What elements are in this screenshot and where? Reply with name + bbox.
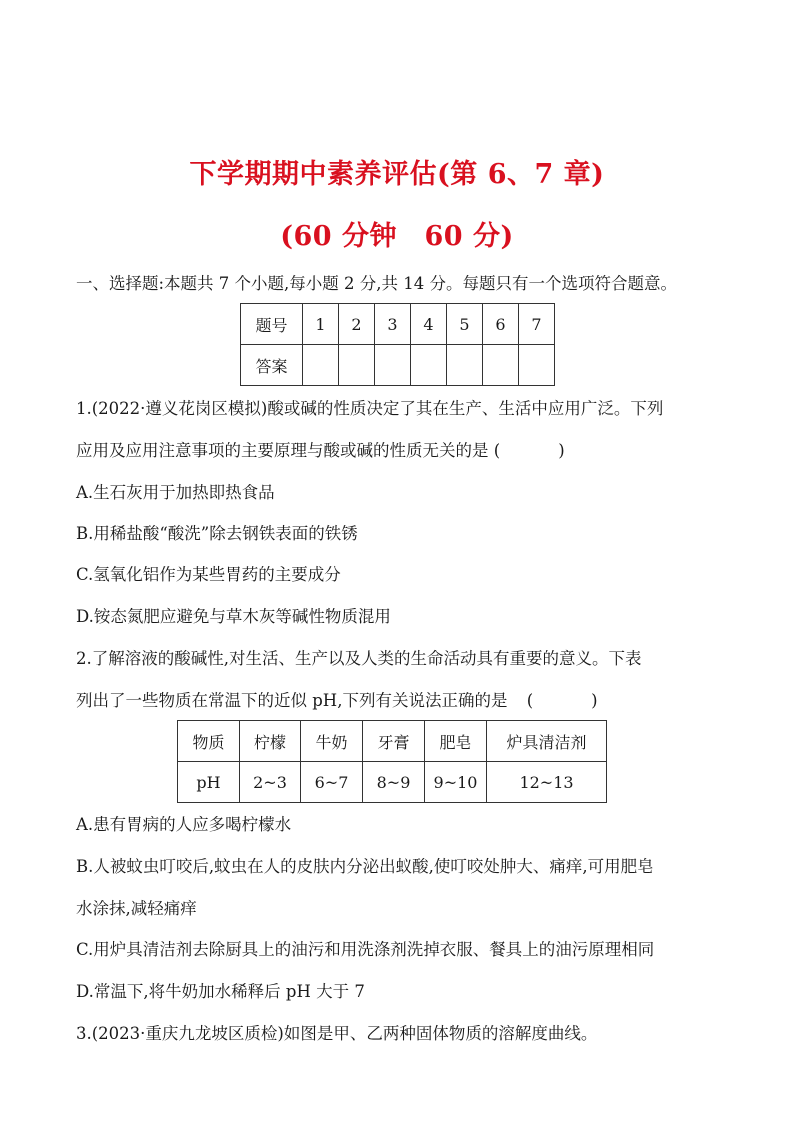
- table-row: [241, 304, 555, 345]
- table-cell: 6~7: [301, 762, 363, 803]
- answer-cell-5[interactable]: [447, 345, 483, 386]
- question-1-option-c: C.氢氧化铝作为某些胃药的主要成分: [76, 565, 341, 584]
- answer-table: [240, 303, 555, 386]
- table-cell: 6: [483, 304, 519, 345]
- table-cell: 牙膏: [363, 721, 425, 762]
- table-row: [178, 721, 607, 762]
- table-cell: 2~3: [240, 762, 301, 803]
- table-cell: 7: [519, 304, 555, 345]
- answer-cell-4[interactable]: [411, 345, 447, 386]
- table-cell: 1: [303, 304, 339, 345]
- question-3-stem: 3.(2023·重庆九龙坡区质检)如图是甲、乙两种固体物质的溶解度曲线。: [76, 1024, 598, 1043]
- ph-table: [177, 720, 607, 803]
- section-heading: 一、选择题:本题共 7 个小题,每小题 2 分,共 14 分。每题只有一个选项符合题意。: [76, 274, 678, 293]
- table-cell: 柠檬: [240, 721, 301, 762]
- question-2-stem-text: 列出了一些物质在常温下的近似 pH,下列有关说法正确的是: [76, 691, 508, 710]
- question-2-option-b: B.人被蚊虫叮咬后,蚊虫在人的皮肤内分泌出蚁酸,使叮咬处肿大、痛痒,可用肥皂: [76, 857, 654, 876]
- question-1-option-d: D.铵态氮肥应避免与草木灰等碱性物质混用: [76, 607, 391, 626]
- question-1-option-b: B.用稀盐酸“酸洗”除去钢铁表面的铁锈: [76, 524, 358, 543]
- question-2-option-a: A.患有胃病的人应多喝柠檬水: [76, 815, 292, 834]
- table-cell: 牛奶: [301, 721, 363, 762]
- answer-paren-right: ): [591, 691, 598, 710]
- answer-cell-1[interactable]: [303, 345, 339, 386]
- exam-title: 下学期期中素养评估(第 6、7 章): [189, 159, 605, 190]
- answer-paren-right: ): [558, 441, 565, 460]
- exam-subtitle: (60 分钟 60 分): [280, 221, 514, 252]
- table-cell: 题号: [241, 304, 303, 345]
- table-cell: 3: [375, 304, 411, 345]
- table-cell: pH: [178, 762, 240, 803]
- table-cell: 8~9: [363, 762, 425, 803]
- question-2-stem: 2.了解溶液的酸碱性,对生活、生产以及人类的生命活动具有重要的意义。下表: [76, 649, 642, 668]
- table-cell: 物质: [178, 721, 240, 762]
- answer-cell-3[interactable]: [375, 345, 411, 386]
- table-cell: 答案: [241, 345, 303, 386]
- table-cell: 12~13: [487, 762, 607, 803]
- table-cell: 2: [339, 304, 375, 345]
- question-1-option-a: A.生石灰用于加热即热食品: [76, 483, 275, 502]
- question-2-option-d: D.常温下,将牛奶加水稀释后 pH 大于 7: [76, 982, 365, 1001]
- answer-cell-6[interactable]: [483, 345, 519, 386]
- table-row: [178, 762, 607, 803]
- question-1-stem: 1.(2022·遵义花岗区模拟)酸或碱的性质决定了其在生产、生活中应用广泛。下列: [76, 399, 664, 418]
- question-2-stem-cont: [76, 690, 726, 712]
- answer-cell-7[interactable]: [519, 345, 555, 386]
- table-cell: 肥皂: [425, 721, 487, 762]
- table-cell: 炉具清洁剂: [487, 721, 607, 762]
- answer-paren-left: (: [493, 441, 501, 460]
- question-2-option-b-cont: 水涂抹,减轻痛痒: [76, 899, 197, 918]
- table-row: [241, 345, 555, 386]
- table-cell: 4: [411, 304, 447, 345]
- question-1-stem-cont: [76, 440, 726, 462]
- answer-cell-2[interactable]: [339, 345, 375, 386]
- answer-paren-left: (: [526, 691, 534, 710]
- question-1-stem-text: 应用及应用注意事项的主要原理与酸或碱的性质无关的是: [76, 441, 489, 460]
- table-cell: 9~10: [425, 762, 487, 803]
- question-2-option-c: C.用炉具清洁剂去除厨具上的油污和用洗涤剂洗掉衣服、餐具上的油污原理相同: [76, 940, 655, 959]
- table-cell: 5: [447, 304, 483, 345]
